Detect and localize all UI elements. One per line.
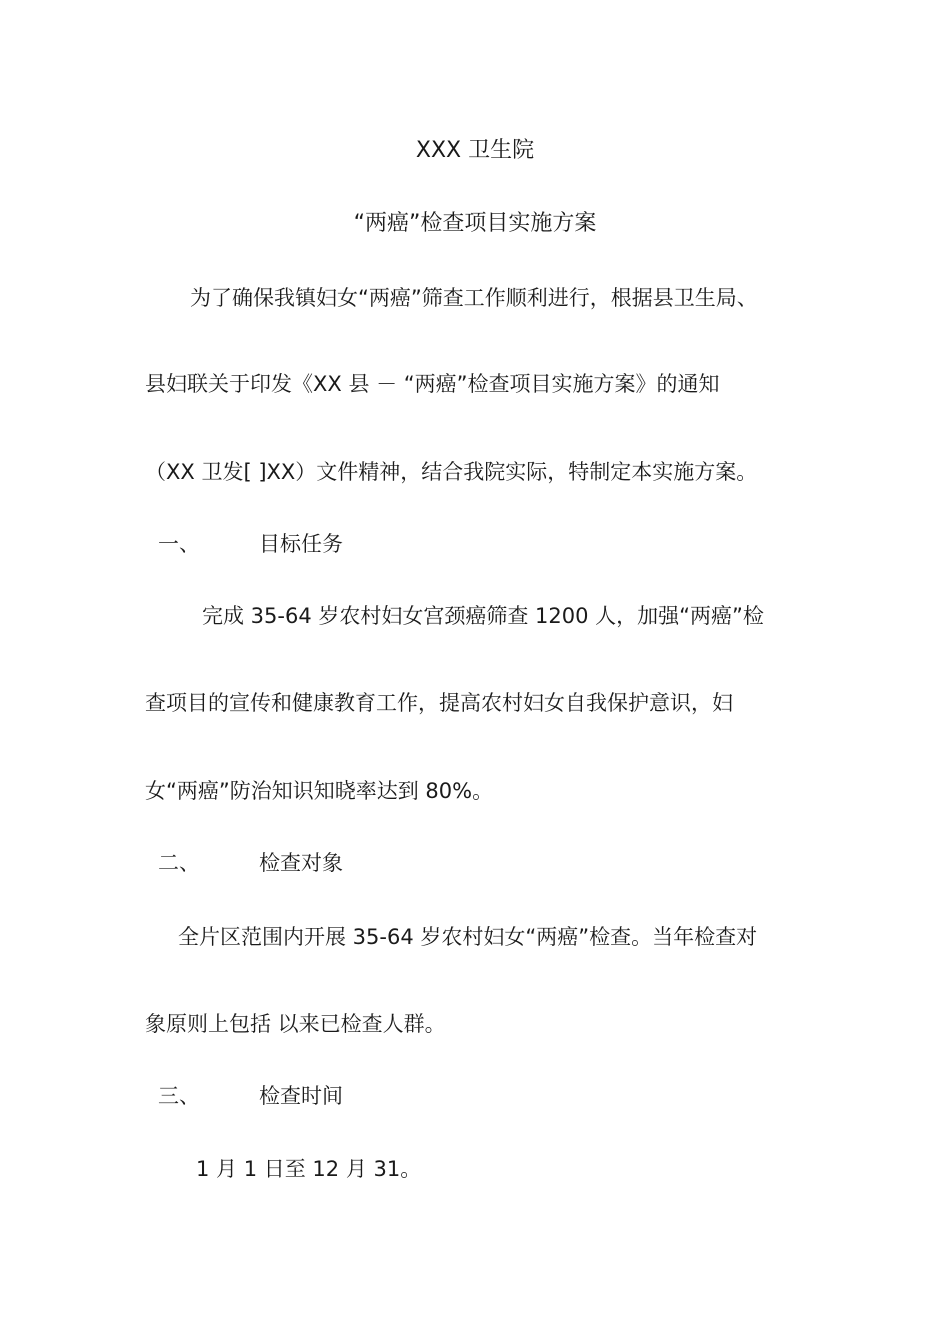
section-2-line-2: 象原则上包括 以来已检查人群。 <box>145 1012 446 1036</box>
section-1-line-2: 查项目的宣传和健康教育工作，提高农村妇女自我保护意识，妇 <box>145 691 733 715</box>
document-subtitle: “两癌”检查项目实施方案 <box>353 211 597 236</box>
section-2-number: 二、 <box>158 851 200 875</box>
section-3-line-1: 1 月 1 日至 12 月 31。 <box>196 1157 422 1181</box>
section-2-line-1: 全片区范围内开展 35-64 岁农村妇女“两癌”检查。当年检查对 <box>178 925 758 949</box>
section-1-line-1: 完成 35-64 岁农村妇女宫颈癌筛查 1200 人，加强“两癌”检 <box>202 604 764 628</box>
section-1-line-3: 女“两癌”防治知识知晓率达到 80%。 <box>145 779 494 803</box>
section-2-heading: 检查对象 <box>259 851 343 875</box>
intro-paragraph-line-1: 为了确保我镇妇女“两癌”筛查工作顺利进行，根据县卫生局、 <box>190 286 758 310</box>
section-1-number: 一、 <box>158 532 200 556</box>
section-3-number: 三、 <box>158 1084 200 1108</box>
document-title: XXX 卫生院 <box>415 138 535 163</box>
section-1-heading: 目标任务 <box>259 532 343 556</box>
intro-paragraph-line-2: 县妇联关于印发《XX 县 － “两癌”检查项目实施方案》的通知 <box>145 372 720 396</box>
section-3-heading: 检查时间 <box>259 1084 343 1108</box>
intro-paragraph-line-3: （XX 卫发[ ]XX）文件精神，结合我院实际，特制定本实施方案。 <box>145 460 758 484</box>
